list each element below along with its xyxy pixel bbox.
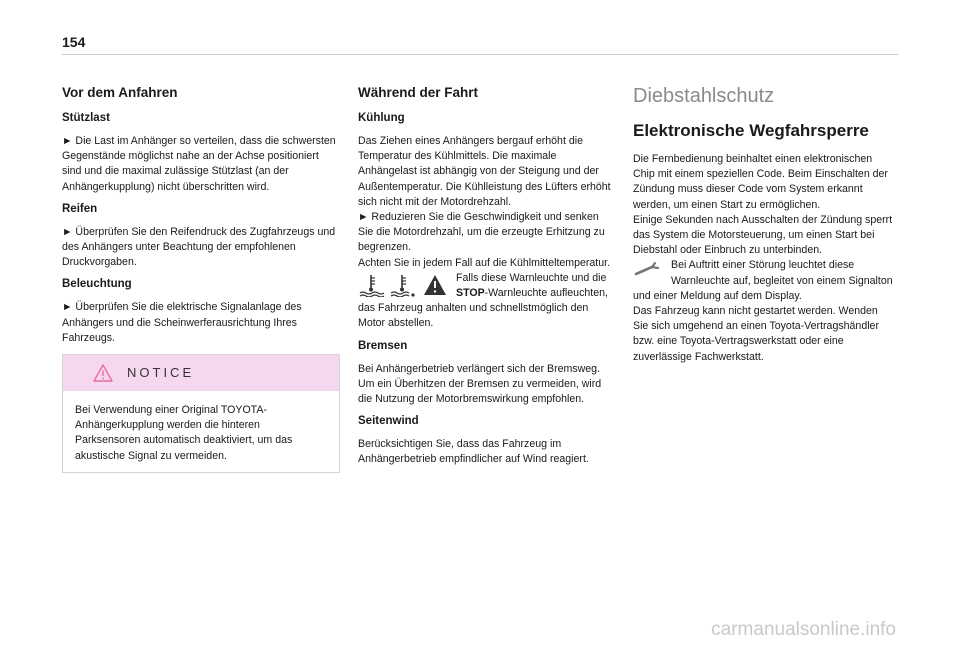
column-vor-dem-anfahren [62,84,340,473]
coolant-warning-text-a: Falls diese Warnleuchte und die [456,271,607,284]
immobilizer-warning-block [633,258,895,304]
text-seitenwind: Berücksichtigen Sie, dass das Fahrzeug im Anhängerbetrieb empfindlicher auf Wind reagiert. [358,438,589,466]
subheading-kuehlung: Kühlung [358,112,405,124]
text-wegfahrsperre-4: Das Fahrzeug kann nicht gestartet werden. Wenden Sie sich umgehend an einen Toyota-Vertragshändler bzw. eine Toyota-Vertragswerkstatt oder eine zuverlässige Fachwerkstatt. [633,305,879,363]
wrench-icon [633,260,663,280]
notice-title: NOTICE [127,365,195,381]
page-number: 154 [62,34,86,50]
subheading-stuetzlast: Stützlast [62,112,110,124]
column-diebstahlschutz [633,84,895,371]
text-wegfahrsperre-3: Bei Auftritt einer Störung leuchtet diese Warnleuchte auf, begleitet von einem Signalton und einer Meldung auf dem Display. [633,259,893,302]
warning-triangle-icon [93,364,113,382]
coolant-temperature-icon [358,273,384,297]
coolant-warning-block [358,271,616,338]
column-waehrend-der-fahrt [358,84,616,474]
heading-vor-dem-anfahren: Vor dem Anfahren [62,85,178,100]
stop-label: STOP [456,287,485,300]
subheading-bremsen: Bremsen [358,339,408,352]
text-kuehlung-3: Achten Sie in jedem Fall auf die Kühlmitteltemperatur. [358,256,611,269]
coolant-warning-text-b: -Warnleuchte aufleuchten, das Fahrzeug anhalten und schnellstmöglich den Motor abstellen. [358,287,608,330]
subheading-reifen: Reifen [62,202,98,215]
text-stuetzlast: ► Die Last im Anhänger so verteilen, dass die schwersten Gegenstände möglichst nahe an der Achse positioniert sind und die maximal zulässige Stützlast (an der Anhängerkupplung) nicht überschritten wird. [62,135,336,193]
header-divider [62,54,898,55]
stop-warning-icon [422,273,448,297]
warning-icons [358,273,448,297]
text-bremsen: Bei Anhängerbetrieb verlängert sich der Bremsweg. Um ein Überhitzen der Bremsen zu vermeiden, wird die Nutzung der Motorbremswirkung empfohlen. [358,362,602,406]
watermark: carmanualsonline.info [711,619,896,640]
text-wegfahrsperre-1: Die Fernbedienung beinhaltet einen elektronischen Chip mit einem speziellen Code. Beim Einschalten der Zündung muss dieser Code vom System erkannt werden, um einen Start zu ermöglichen. [633,153,888,211]
notice-box [62,354,340,473]
heading-elektronische-wegfahrsperre: Elektronische Wegfahrsperre [633,121,869,140]
text-wegfahrsperre-2: Einige Sekunden nach Ausschalten der Zündung sperrt das System die Motorsteuerung, um einen Start bei Diebstahl oder Einbruch zu unterbinden. [633,213,893,257]
text-kuehlung-1: Das Ziehen eines Anhängers bergauf erhöht die Temperatur des Kühlmittels. Die maximale Anhängelast ist abhängig von der Steigung und der Außentemperatur. Die Kühlleistung des Lüfters erhöht sich nicht mit der Motordrehzahl. [358,135,611,208]
subheading-beleuchtung: Beleuchtung [62,278,132,291]
section-title-diebstahlschutz: Diebstahlschutz [633,85,775,107]
subheading-seitenwind: Seitenwind [358,415,419,428]
text-beleuchtung: ► Überprüfen Sie die elektrische Signalanlage des Anhängers und die Scheinwerferausrichtung Ihres Fahrzeugs. [62,301,302,344]
text-kuehlung-2: ► Reduzieren Sie die Geschwindigkeit und senken Sie die Motordrehzahl, um die erzeugte Erhitzung zu begrenzen. [358,211,605,254]
coolant-level-icon [390,273,416,297]
heading-waehrend-der-fahrt: Während der Fahrt [358,85,479,100]
notice-text: Bei Verwendung einer Original TOYOTA-Anhängerkupplung werden die hinteren Parksensoren automatisch deaktiviert, um das akustische Signal zu vermeiden. [75,404,293,462]
notice-header [63,355,339,391]
text-reifen: ► Überprüfen Sie den Reifendruck des Zugfahrzeugs und des Anhängers unter Beachtung der empfohlenen Druckvorgaben. [62,225,336,269]
